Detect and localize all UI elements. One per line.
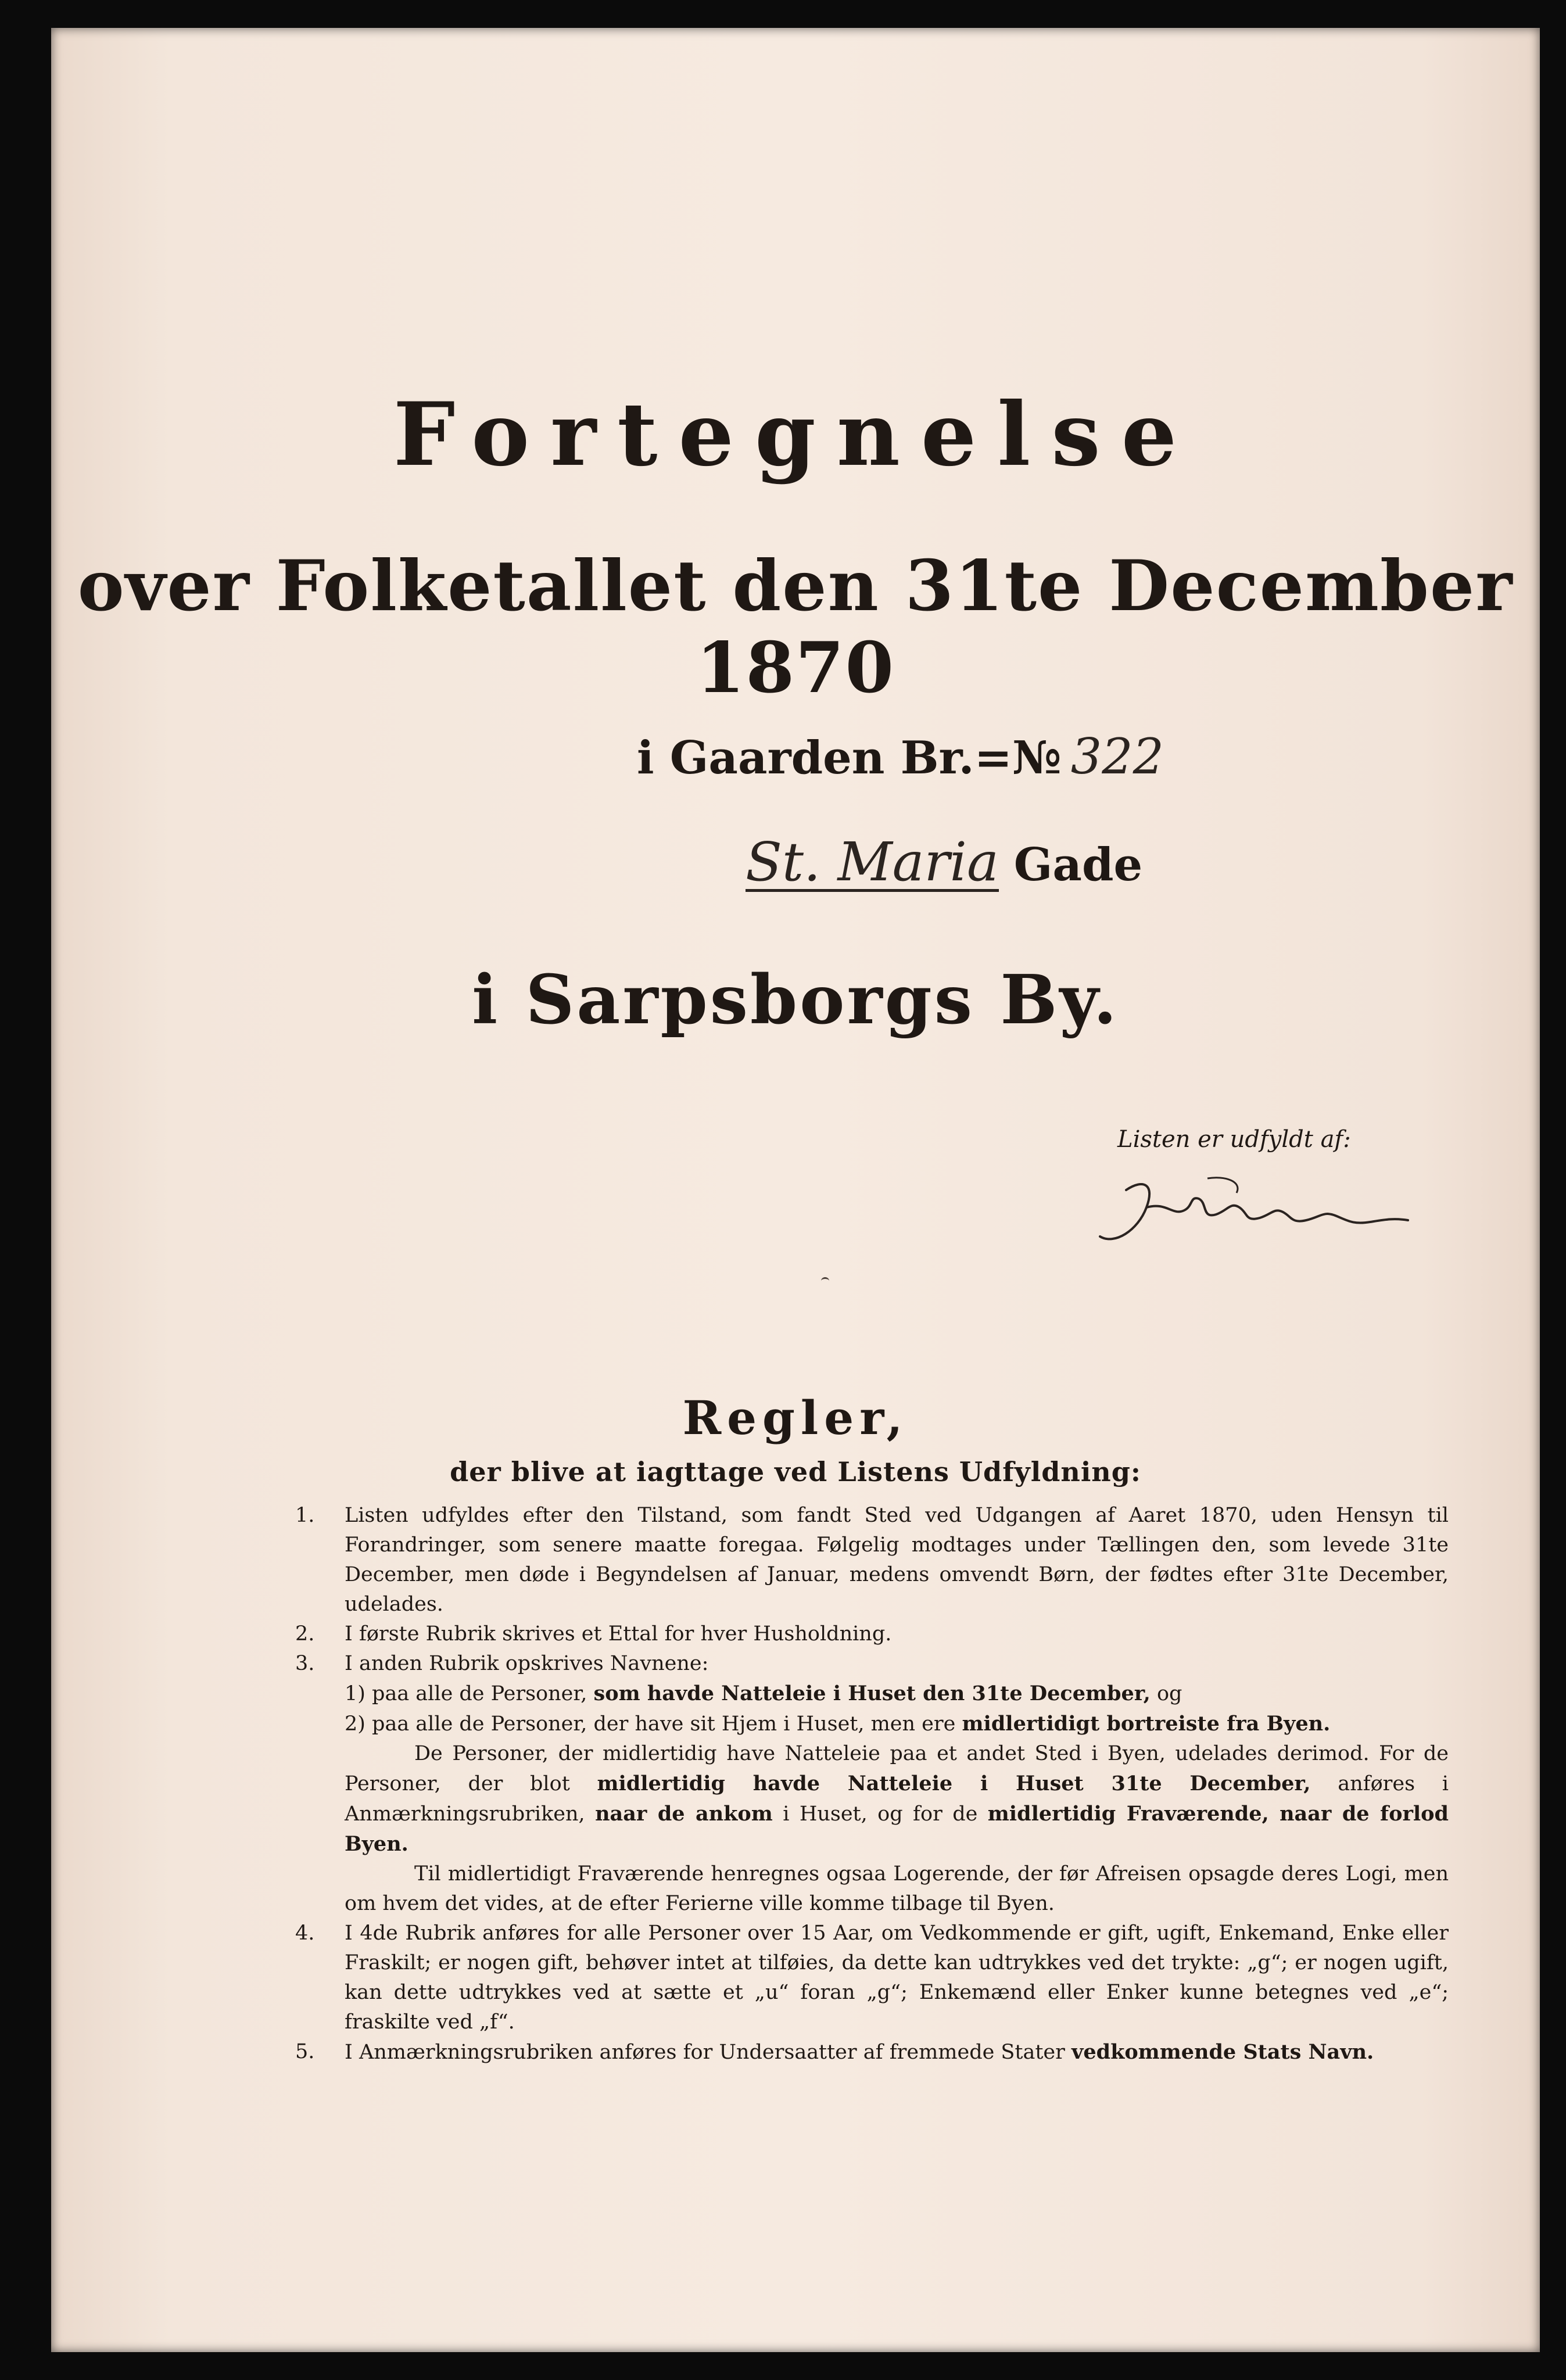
signature-graphic (1091, 1167, 1417, 1254)
rule-text: I anden Rubrik opskrives Navnene: (345, 1652, 709, 1675)
rules-subheading: der blive at iagttage ved Listens Udfyldning: (450, 1456, 1141, 1488)
rule-3-item-2-bold: midlertidigt bortreiste fra Byen. (962, 1712, 1331, 1736)
street-suffix: Gade (1013, 838, 1143, 891)
rule-3 (295, 1649, 1449, 1679)
census-form-page (51, 28, 1540, 2352)
street-line (746, 831, 1143, 893)
rule-3-paragraph-2: Til midlertidigt Fraværende henregnes ogsaa Logerende, der før Afreisen opsagde deres Logi, men om hvem det vides, at de efter Ferierne ville komme tilbage til Byen. (345, 1862, 1449, 1915)
rule-number: 1. (295, 1504, 315, 1527)
rule-1 (295, 1501, 1449, 1619)
rule-3-item-1-pre: 1) paa alle de Personer, (345, 1682, 587, 1705)
street-name-handwritten: St. Maria (746, 831, 999, 893)
rule-number: 3. (295, 1652, 315, 1675)
form-title: Fortegnelse (393, 383, 1198, 486)
rule-3-p1-bold-b: midlertidig havde Natteleie i Huset 31te December, (597, 1772, 1311, 1795)
rule-3-item-1-post: og (1156, 1682, 1182, 1705)
rule-number: 4. (295, 1922, 315, 1945)
rule-number: 2. (295, 1622, 315, 1646)
rule-3-item-1-bold: som havde Natteleie i Huset den 31te December, (593, 1682, 1151, 1705)
rule-3-p1-text-e: i Huset, og for de (783, 1802, 978, 1826)
rule-3-p1-text-a: De Personer, der midlertidig have Natteleie paa et andet Sted i Byen, udelades derimod. For de Personer, der blot (345, 1742, 1449, 1795)
rule-2 (295, 1619, 1449, 1649)
form-subtitle: over Folketallet den 31te December 1870 (77, 545, 1514, 709)
rule-text (345, 2037, 1449, 2067)
rule-3-item-2-pre: 2) paa alle de Personer, der have sit Hjem i Huset, men ere (345, 1712, 956, 1736)
filled-by-label: Listen er udfyldt af: (1117, 1126, 1351, 1153)
rule-text: Listen udfyldes efter den Tilstand, som fandt Sted ved Udgangen af Aaret 1870, uden Hensyn til Forandringer, som senere maatte foregaa. Følgelig modtages under Tællingen den, som levede 31te December, men døde i Begyndelsen af Januar, medens omvendt Børn, der fødtes efter 31te December, udelades. (345, 1504, 1449, 1616)
rule-3-item-2 (345, 1709, 1449, 1739)
gaarden-line (637, 728, 1164, 785)
rule-3-p1-bold-f: midlertidig Fraværende, naar de forlod Byen. (345, 1802, 1449, 1856)
rule-4 (295, 1919, 1449, 2037)
rule-3-p1-text-c: anføres i Anmærkningsrubriken, (345, 1772, 1449, 1826)
rule-text: I første Rubrik skrives et Ettal for hver Husholdning. (345, 1622, 892, 1646)
rule-5-bold: vedkommende Stats Navn. (1072, 2040, 1374, 2064)
rules-heading: Regler, (682, 1390, 909, 1445)
rule-number: 5. (295, 2040, 315, 2063)
gaarden-label: i Gaarden Br.=№ (637, 732, 1062, 784)
rule-5-pre: I Anmærkningsrubriken anføres for Undersaatter af fremmede Stater (345, 2041, 1065, 2064)
town-line: i Sarpsborgs By. (472, 960, 1119, 1040)
ink-mark (821, 1277, 829, 1285)
rule-3-p1-bold-d: naar de ankom (595, 1802, 773, 1826)
rule-3-item-1 (345, 1679, 1449, 1709)
rule-5 (295, 2037, 1449, 2067)
gaarden-number-handwritten: 322 (1070, 728, 1164, 785)
rule-text: I 4de Rubrik anføres for alle Personer over 15 Aar, om Vedkommende er gift, ugift, Enkemand, Enke eller Fraskilt; er nogen gift, behøver intet at tilføies, da dette kan udtrykkes ved det trykte: „g“; er nogen ugift, kan dette udtrykkes ved at sætte et „u“ foran „g“; Enkemænd eller Enker kunne betegnes ved „e“; fraskilte ved „f“. (345, 1922, 1449, 2034)
signature (1091, 1167, 1417, 1254)
rule-3-paragraph-1 (345, 1739, 1449, 1859)
rules-list (295, 1501, 1449, 2067)
